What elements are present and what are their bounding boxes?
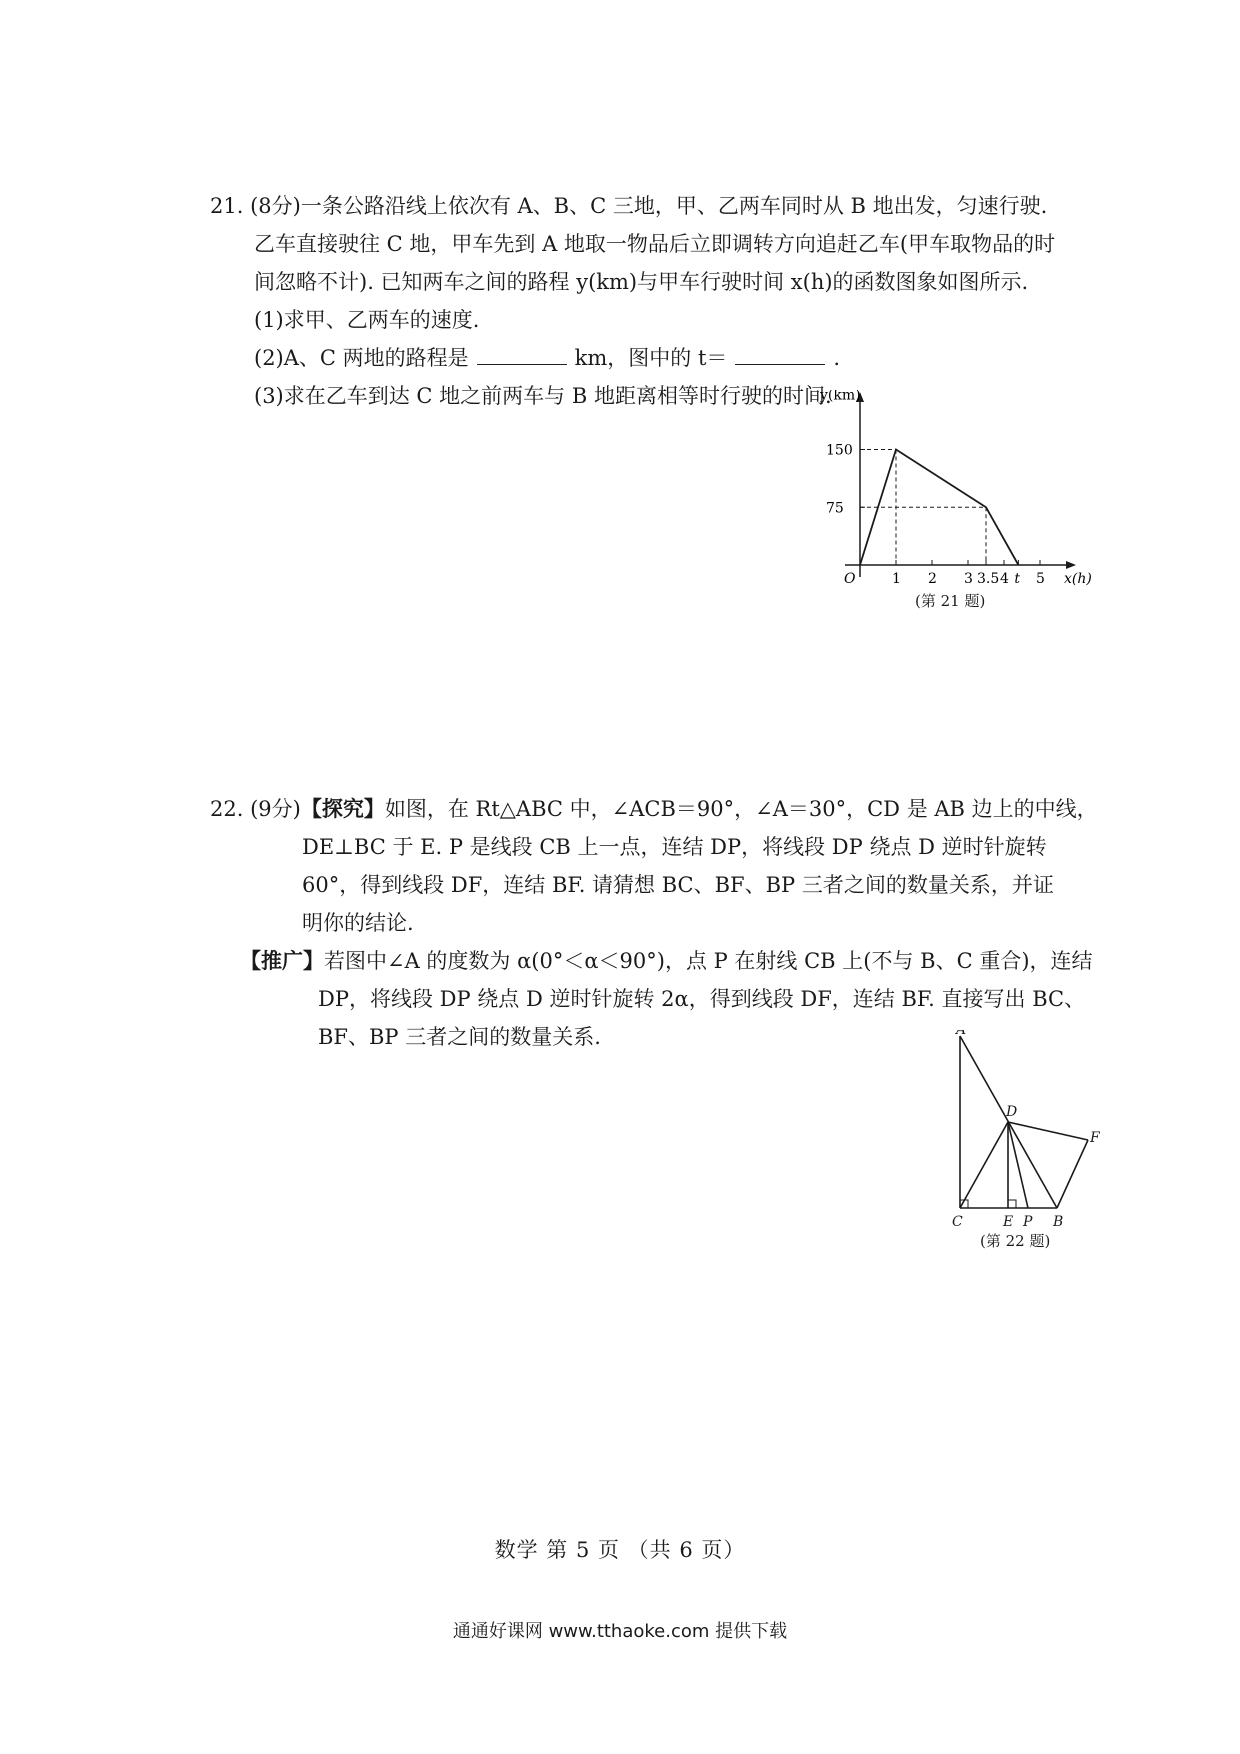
x-tick-label: 3	[964, 571, 973, 587]
figure-22-geometry	[950, 1030, 1110, 1254]
x-axis-label: x(h)	[1064, 571, 1092, 587]
right-angle-e	[1008, 1200, 1016, 1208]
geometry-diagram	[950, 1030, 1110, 1250]
q21-part2: (2)A、C 两地的路程是 km，图中的 t＝ .	[254, 346, 841, 370]
q22-ext2: DP，将线段 DP 绕点 D 逆时针旋转 2α，得到线段 DF，连结 BF. 直接写出 BC、	[318, 987, 1086, 1011]
q22-ext3: BF、BP 三者之间的数量关系.	[318, 1025, 601, 1049]
x-tick-label: 5	[1036, 571, 1045, 587]
origin-label: O	[844, 571, 856, 587]
x-tick-label: 1	[892, 571, 901, 587]
segment-df	[1008, 1122, 1088, 1140]
q21-line1: 21. (8分)一条公路沿线上依次有 A、B、C 三地，甲、乙两车同时从 B 地出发，匀速行驶.	[210, 194, 1048, 218]
figure-21-caption: (第 21 题)	[915, 592, 986, 610]
explore-label: 【探究】	[300, 796, 385, 821]
label-p: P	[1023, 1214, 1033, 1230]
label-f: F	[1090, 1130, 1100, 1146]
x-tick-label: t	[1014, 571, 1021, 587]
label-a: A	[956, 1030, 967, 1038]
figure-22-caption: (第 22 题)	[980, 1232, 1051, 1250]
y-tick-label: 75	[826, 500, 844, 517]
question-22	[210, 790, 1098, 1056]
x-tick-label: 3.5	[977, 571, 1000, 587]
figure-21-graph	[820, 390, 1120, 614]
y-tick-label: 150	[826, 442, 853, 459]
label-e: E	[1003, 1214, 1014, 1230]
function-graph	[820, 390, 1120, 610]
q22-line3: 60°，得到线段 DF，连结 BF. 请猜想 BC、BF、BP 三者之间的数量关系，并证	[302, 873, 1054, 897]
x-tick-label: 4	[1000, 571, 1009, 587]
q22-ext1: 【推广】若图中∠A 的度数为 α(0°＜α＜90°)，点 P 在射线 CB 上(不与 B、C 重合)，连结	[240, 948, 1093, 973]
q21-line3: 间忽略不计). 已知两车之间的路程 y(km)与甲车行驶时间 x(h)的函数图象如图所示.	[254, 270, 1029, 294]
extend-label: 【推广】	[240, 948, 324, 973]
answer-blank-ac-distance[interactable]	[477, 344, 567, 365]
answer-blank-t[interactable]	[735, 344, 825, 365]
label-c: C	[952, 1214, 963, 1230]
q21-line2: 乙车直接驶往 C 地，甲车先到 A 地取一物品后立即调转方向追赶乙车(甲车取物品的时	[254, 232, 1056, 256]
label-d: D	[1006, 1104, 1018, 1120]
segment-fb	[1057, 1140, 1088, 1208]
label-b: B	[1053, 1214, 1064, 1230]
segment-dp	[1008, 1122, 1028, 1208]
y-axis-label: y(km)	[820, 390, 861, 404]
x-tick-label: 2	[928, 571, 937, 587]
q22-line2: DE⊥BC 于 E. P 是线段 CB 上一点，连结 DP，将线段 DP 绕点 D 逆时针旋转	[302, 835, 1047, 859]
question-21	[210, 187, 1055, 415]
q22-line4: 明你的结论.	[302, 911, 414, 935]
q21-part3: (3)求在乙车到达 C 地之前两车与 B 地距离相等时行驶的时间.	[254, 384, 832, 408]
chart-axes	[845, 392, 1076, 577]
q21-part1: (1)求甲、乙两车的速度.	[254, 308, 480, 332]
q22-line1: 22. (9分)【探究】如图，在 Rt△ABC 中，∠ACB＝90°，∠A＝30°，CD 是 AB 边上的中线，	[210, 796, 1098, 821]
page-number-footer: 数学 第 5 页 （共 6 页）	[494, 1538, 746, 1562]
x-axis-arrow	[1066, 561, 1076, 569]
source-credit: 通通好课网 www.tthaoke.com 提供下载	[452, 1621, 788, 1642]
segment-cd	[960, 1122, 1008, 1208]
